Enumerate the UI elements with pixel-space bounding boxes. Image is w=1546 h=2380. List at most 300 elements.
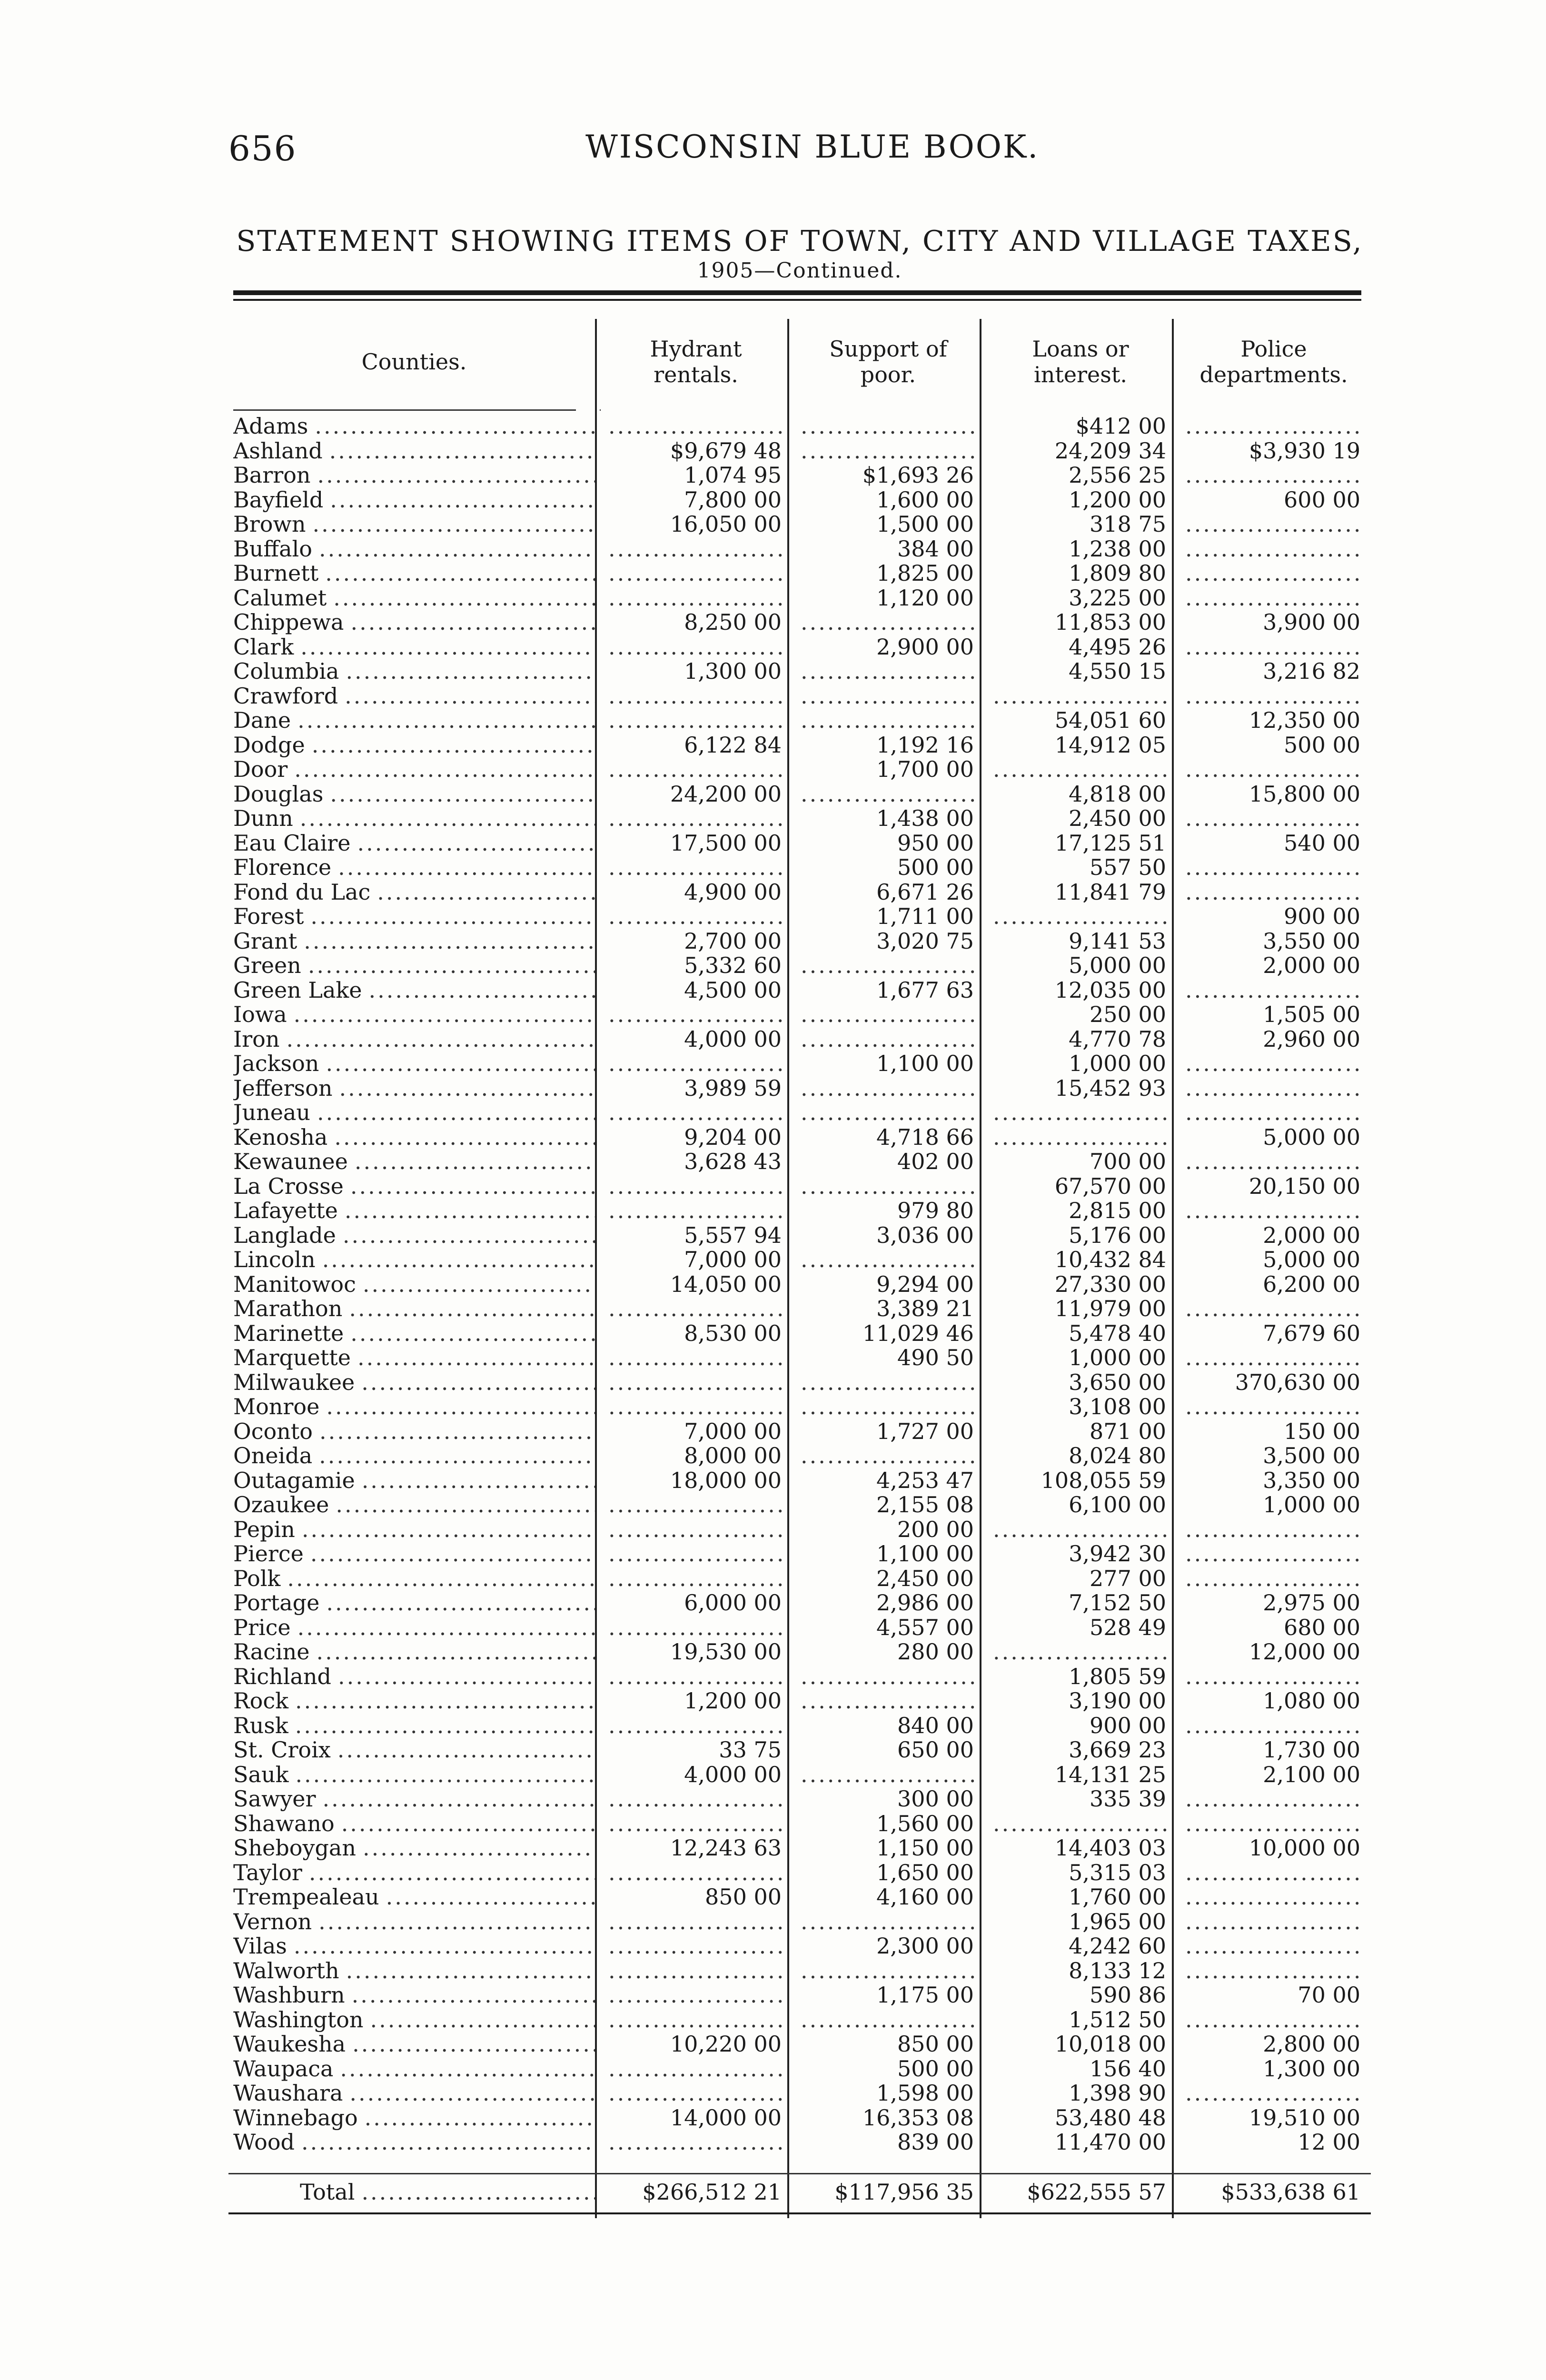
table-row xyxy=(228,1174,1371,1199)
total-label-cell xyxy=(233,2180,595,2205)
hydrant-value: 1,300 00 xyxy=(684,659,782,684)
county-name: Sheboygan xyxy=(233,1836,356,1861)
county-name: Barron xyxy=(233,463,311,488)
county-cell xyxy=(233,2106,595,2131)
county-name: Crawford xyxy=(233,684,338,708)
hydrant-value: 14,000 00 xyxy=(670,2105,782,2130)
county-cell xyxy=(233,1542,595,1567)
leader-dots xyxy=(341,1812,595,1836)
county-cell xyxy=(233,757,595,782)
empty-cell-dots xyxy=(1185,1346,1361,1370)
table-row xyxy=(228,439,1371,464)
county-name: Washburn xyxy=(233,1983,345,2008)
hydrant-empty xyxy=(600,1101,792,1125)
county-name: Bayfield xyxy=(233,487,324,512)
leader-dots xyxy=(355,1150,595,1174)
empty-cell-dots xyxy=(801,1248,975,1272)
hydrant-value: 19,530 00 xyxy=(670,1640,782,1665)
table-row xyxy=(228,978,1371,1003)
table-row xyxy=(228,488,1371,513)
police-empty xyxy=(1177,635,1371,660)
county-cell xyxy=(233,1493,595,1517)
county-name: Eau Claire xyxy=(233,831,351,855)
leader-dots xyxy=(300,635,595,660)
header-underline-counties xyxy=(233,409,576,411)
poor-value: $1,693 26 xyxy=(862,463,974,488)
leader-dots xyxy=(317,1101,595,1125)
loans-value: 10,432 84 xyxy=(1054,1248,1166,1272)
police-empty xyxy=(1177,1542,1371,1567)
poor-value: 2,450 00 xyxy=(876,1566,974,1591)
empty-cell-dots xyxy=(608,1199,783,1223)
poor-empty xyxy=(792,1910,984,1934)
empty-cell-dots xyxy=(608,904,783,929)
county-name: Florence xyxy=(233,855,332,880)
leader-dots xyxy=(357,1346,595,1370)
empty-cell-dots xyxy=(993,904,1167,929)
empty-cell-dots xyxy=(608,1395,783,1419)
loans-value: 277 00 xyxy=(1090,1566,1166,1591)
hydrant-value: $9,679 48 xyxy=(670,438,782,463)
hydrant-empty xyxy=(600,414,792,439)
police-value: 1,505 00 xyxy=(1263,1002,1360,1027)
police-empty xyxy=(1177,1861,1371,1885)
police-value: 12,350 00 xyxy=(1249,708,1360,733)
loans-value: 3,108 00 xyxy=(1069,1395,1166,1419)
table-row xyxy=(228,1616,1371,1640)
county-name: Milwaukee xyxy=(233,1370,355,1395)
county-cell xyxy=(233,708,595,733)
poor-value: 1,120 00 xyxy=(876,585,974,610)
leader-dots xyxy=(294,757,595,782)
loans-value: 4,242 60 xyxy=(1069,1934,1166,1959)
table-row xyxy=(228,610,1371,635)
empty-cell-dots xyxy=(1185,1076,1361,1101)
empty-cell-dots xyxy=(1185,1959,1361,1983)
table-row xyxy=(228,2032,1371,2057)
empty-cell-dots xyxy=(608,414,783,439)
leader-dots xyxy=(363,1272,595,1297)
empty-cell-dots xyxy=(608,1665,783,1689)
hydrant-empty xyxy=(600,1002,792,1027)
poor-value: 1,650 00 xyxy=(876,1860,974,1885)
table-row xyxy=(228,1665,1371,1689)
county-cell xyxy=(233,978,595,1003)
empty-cell-dots xyxy=(801,953,975,978)
police-empty xyxy=(1177,1714,1371,1738)
leader-dots xyxy=(350,610,595,635)
leader-dots xyxy=(295,1689,595,1714)
table-row xyxy=(228,1346,1371,1370)
police-value: 3,216 82 xyxy=(1263,659,1360,684)
loans-value: 11,853 00 xyxy=(1054,610,1166,635)
empty-cell-dots xyxy=(1185,2008,1361,2033)
police-empty xyxy=(1177,1150,1371,1174)
empty-cell-dots xyxy=(801,659,975,684)
police-value: 20,150 00 xyxy=(1249,1174,1360,1199)
empty-cell-dots xyxy=(608,1517,783,1542)
empty-cell-dots xyxy=(608,806,783,831)
table-row xyxy=(228,635,1371,660)
hydrant-value: 1,200 00 xyxy=(684,1689,782,1714)
hydrant-value: 9,204 00 xyxy=(684,1125,782,1150)
loans-value: 67,570 00 xyxy=(1054,1174,1166,1199)
leader-dots xyxy=(286,1027,595,1052)
caption-title: STATEMENT SHOWING ITEMS OF TOWN, CITY AND VILLAGE TAXES, xyxy=(236,225,1363,258)
empty-cell-dots xyxy=(801,414,975,439)
poor-value: 4,160 00 xyxy=(876,1885,974,1910)
empty-cell-dots xyxy=(1185,1714,1361,1738)
poor-value: 840 00 xyxy=(897,1713,974,1738)
county-cell xyxy=(233,953,595,978)
police-value: 19,510 00 xyxy=(1249,2105,1360,2130)
loans-value: 5,176 00 xyxy=(1069,1223,1166,1248)
county-cell xyxy=(233,2057,595,2082)
police-value: 540 00 xyxy=(1284,831,1360,855)
county-cell xyxy=(233,1983,595,2008)
empty-cell-dots xyxy=(608,2081,783,2106)
county-name: Fond du Lac xyxy=(233,880,371,904)
empty-cell-dots xyxy=(801,610,975,635)
county-cell xyxy=(233,1689,595,1714)
county-name: Oneida xyxy=(233,1444,313,1468)
county-name: Rusk xyxy=(233,1713,288,1738)
police-value: 3,550 00 xyxy=(1263,929,1360,953)
empty-cell-dots xyxy=(608,2130,783,2155)
hydrant-value: 850 00 xyxy=(705,1885,782,1910)
poor-value: 4,557 00 xyxy=(876,1615,974,1640)
hydrant-empty xyxy=(600,2130,792,2155)
hydrant-value: 16,050 00 xyxy=(670,512,782,537)
leader-dots xyxy=(386,1885,595,1910)
hydrant-empty xyxy=(600,855,792,880)
poor-value: 1,711 00 xyxy=(876,904,974,929)
hydrant-empty xyxy=(600,1665,792,1689)
hydrant-empty xyxy=(600,806,792,831)
header-police-line1: Police xyxy=(1240,336,1307,362)
leader-dots xyxy=(313,512,595,537)
county-cell xyxy=(233,1591,595,1616)
police-empty xyxy=(1177,855,1371,880)
table-row xyxy=(228,1125,1371,1150)
loans-value: 2,556 25 xyxy=(1069,463,1166,488)
empty-cell-dots xyxy=(608,1861,783,1885)
hydrant-value: 8,250 00 xyxy=(684,610,782,635)
leader-dots xyxy=(319,1419,595,1444)
loans-empty xyxy=(984,757,1177,782)
header-loans-line2: interest. xyxy=(1034,362,1127,387)
police-value: 12 00 xyxy=(1298,2130,1360,2155)
page-header xyxy=(228,129,1371,171)
leader-dots xyxy=(345,1199,595,1223)
county-name: Taylor xyxy=(233,1860,302,1885)
header-loans xyxy=(984,317,1177,407)
poor-value: 2,986 00 xyxy=(876,1591,974,1616)
police-empty xyxy=(1177,1959,1371,1983)
leader-dots xyxy=(361,2180,595,2205)
county-name: Grant xyxy=(233,929,297,953)
police-value: 370,630 00 xyxy=(1235,1370,1360,1395)
poor-empty xyxy=(792,1076,984,1101)
empty-cell-dots xyxy=(801,684,975,709)
county-cell xyxy=(233,1297,595,1321)
hydrant-empty xyxy=(600,904,792,929)
table-row xyxy=(228,1714,1371,1738)
county-name: Kewaunee xyxy=(233,1150,348,1174)
county-name: Manitowoc xyxy=(233,1272,356,1297)
empty-cell-dots xyxy=(1185,1934,1361,1959)
loans-value: 11,979 00 xyxy=(1054,1297,1166,1321)
county-cell xyxy=(233,1468,595,1493)
police-value: 2,975 00 xyxy=(1263,1591,1360,1616)
hydrant-empty xyxy=(600,1199,792,1223)
county-cell xyxy=(233,1763,595,1787)
header-police xyxy=(1177,317,1371,407)
loans-value: 27,330 00 xyxy=(1054,1272,1166,1297)
county-cell xyxy=(233,904,595,929)
police-empty xyxy=(1177,1101,1371,1125)
county-name: Buffalo xyxy=(233,536,312,561)
empty-cell-dots xyxy=(801,1174,975,1199)
empty-cell-dots xyxy=(1185,684,1361,709)
empty-cell-dots xyxy=(1185,880,1361,905)
empty-cell-dots xyxy=(801,1444,975,1468)
hydrant-value: 4,900 00 xyxy=(684,880,782,904)
bottom-rule xyxy=(228,2212,1371,2214)
poor-empty xyxy=(792,1665,984,1689)
police-value: 680 00 xyxy=(1284,1615,1360,1640)
empty-cell-dots xyxy=(1185,2081,1361,2106)
police-empty xyxy=(1177,463,1371,488)
table-header xyxy=(228,317,1371,412)
leader-dots xyxy=(294,1002,595,1027)
poor-value: 1,100 00 xyxy=(876,1542,974,1567)
loans-value: 1,000 00 xyxy=(1069,1051,1166,1076)
table-row xyxy=(228,1444,1371,1468)
hydrant-empty xyxy=(600,1910,792,1934)
hydrant-value: 2,700 00 xyxy=(684,929,782,953)
police-empty xyxy=(1177,1051,1371,1076)
leader-dots xyxy=(343,1223,595,1248)
header-underline-spacer xyxy=(600,409,601,411)
empty-cell-dots xyxy=(1185,1787,1361,1812)
leader-dots xyxy=(318,1910,595,1934)
empty-cell-dots xyxy=(801,1076,975,1101)
poor-value: 4,253 47 xyxy=(876,1468,974,1493)
county-name: Door xyxy=(233,757,288,782)
leader-dots xyxy=(352,2032,595,2057)
county-name: Ozaukee xyxy=(233,1493,329,1517)
empty-cell-dots xyxy=(801,708,975,733)
loans-empty xyxy=(984,1812,1177,1836)
poor-value: 3,020 75 xyxy=(876,929,974,953)
poor-value: 2,300 00 xyxy=(876,1934,974,1959)
hydrant-empty xyxy=(600,537,792,562)
hydrant-value: 4,000 00 xyxy=(684,1762,782,1787)
loans-value: 6,100 00 xyxy=(1069,1493,1166,1517)
table-row xyxy=(228,561,1371,586)
empty-cell-dots xyxy=(608,708,783,733)
county-cell xyxy=(233,1812,595,1836)
county-cell xyxy=(233,659,595,684)
empty-cell-dots xyxy=(801,1689,975,1714)
empty-cell-dots xyxy=(1185,1297,1361,1321)
empty-cell-dots xyxy=(993,757,1167,782)
poor-value: 500 00 xyxy=(897,855,974,880)
poor-value: 1,192 16 xyxy=(876,733,974,757)
police-value: 2,100 00 xyxy=(1263,1762,1360,1787)
table-row xyxy=(228,1959,1371,1983)
leader-dots xyxy=(330,782,595,807)
poor-empty xyxy=(792,2008,984,2033)
county-cell xyxy=(233,1419,595,1444)
hydrant-empty xyxy=(600,1934,792,1959)
leader-dots xyxy=(300,806,595,831)
empty-cell-dots xyxy=(608,561,783,586)
police-empty xyxy=(1177,537,1371,562)
hydrant-value: 3,989 59 xyxy=(684,1076,782,1101)
leader-dots xyxy=(326,1051,595,1076)
loans-value: 156 40 xyxy=(1090,2056,1166,2081)
county-cell xyxy=(233,1910,595,1934)
hydrant-value: 7,000 00 xyxy=(684,1419,782,1444)
county-cell xyxy=(233,488,595,513)
header-loans-line1: Loans or xyxy=(1032,336,1129,362)
poor-value: 300 00 xyxy=(897,1787,974,1812)
county-cell xyxy=(233,1125,595,1150)
empty-cell-dots xyxy=(801,782,975,807)
table-row xyxy=(228,1517,1371,1542)
county-name: Marathon xyxy=(233,1297,343,1321)
county-name: Iron xyxy=(233,1027,280,1051)
poor-empty xyxy=(792,953,984,978)
empty-cell-dots xyxy=(608,855,783,880)
total-row xyxy=(228,2180,1371,2205)
table-row xyxy=(228,855,1371,880)
police-value: 1,730 00 xyxy=(1263,1738,1360,1763)
poor-empty xyxy=(792,414,984,439)
empty-cell-dots xyxy=(1185,561,1361,586)
county-name: Washington xyxy=(233,2007,364,2032)
loans-value: 1,398 90 xyxy=(1069,2081,1166,2106)
police-empty xyxy=(1177,684,1371,709)
county-cell xyxy=(233,561,595,586)
poor-empty xyxy=(792,610,984,635)
hydrant-empty xyxy=(600,2008,792,2033)
table-row xyxy=(228,1738,1371,1763)
empty-cell-dots xyxy=(608,2057,783,2082)
table-row xyxy=(228,1861,1371,1885)
empty-cell-dots xyxy=(1185,855,1361,880)
county-cell xyxy=(233,1616,595,1640)
poor-value: 950 00 xyxy=(897,831,974,855)
loans-value: 3,190 00 xyxy=(1069,1689,1166,1714)
county-name: St. Croix xyxy=(233,1738,331,1763)
empty-cell-dots xyxy=(1185,1542,1361,1567)
county-cell xyxy=(233,414,595,439)
table-row xyxy=(228,1223,1371,1248)
empty-cell-dots xyxy=(1185,635,1361,660)
loans-value: 528 49 xyxy=(1090,1615,1166,1640)
hydrant-value: 4,500 00 xyxy=(684,978,782,1002)
header-poor xyxy=(792,317,984,407)
police-value: 7,679 60 xyxy=(1263,1321,1360,1346)
poor-value: 490 50 xyxy=(897,1346,974,1370)
empty-cell-dots xyxy=(608,1983,783,2008)
empty-cell-dots xyxy=(608,1910,783,1934)
table-row xyxy=(228,1272,1371,1297)
leader-dots xyxy=(295,1714,595,1738)
county-name: Chippewa xyxy=(233,610,344,635)
empty-cell-dots xyxy=(608,537,783,562)
poor-value: 1,100 00 xyxy=(876,1051,974,1076)
county-cell xyxy=(233,2130,595,2155)
police-value: 70 00 xyxy=(1298,1983,1360,2008)
county-name: Lincoln xyxy=(233,1248,316,1272)
poor-value: 3,389 21 xyxy=(876,1297,974,1321)
county-cell xyxy=(233,1150,595,1174)
loans-value: 871 00 xyxy=(1090,1419,1166,1444)
hydrant-empty xyxy=(600,1395,792,1419)
county-name: Calumet xyxy=(233,585,327,610)
leader-dots xyxy=(308,953,595,978)
poor-empty xyxy=(792,1689,984,1714)
loans-empty xyxy=(984,1101,1177,1125)
poor-empty xyxy=(792,659,984,684)
county-cell xyxy=(233,880,595,905)
empty-cell-dots xyxy=(608,1346,783,1370)
poor-value: 1,560 00 xyxy=(876,1811,974,1836)
poor-value: 16,353 08 xyxy=(862,2105,974,2130)
loans-value: 3,669 23 xyxy=(1069,1738,1166,1763)
poor-empty xyxy=(792,439,984,464)
leader-dots xyxy=(362,1468,595,1493)
county-name: Wood xyxy=(233,2130,295,2155)
hydrant-empty xyxy=(600,1297,792,1321)
police-empty xyxy=(1177,2008,1371,2033)
leader-dots xyxy=(312,733,595,758)
loans-value: 700 00 xyxy=(1090,1150,1166,1174)
leader-dots xyxy=(301,2130,595,2155)
empty-cell-dots xyxy=(801,439,975,464)
empty-cell-dots xyxy=(1185,512,1361,537)
police-value: 3,900 00 xyxy=(1263,610,1360,635)
empty-cell-dots xyxy=(608,1812,783,1836)
empty-cell-dots xyxy=(608,1714,783,1738)
loans-value: 108,055 59 xyxy=(1041,1468,1166,1493)
poor-value: 1,825 00 xyxy=(876,561,974,586)
empty-cell-dots xyxy=(1185,1885,1361,1910)
county-cell xyxy=(233,1885,595,1910)
poor-empty xyxy=(792,1248,984,1272)
loans-empty xyxy=(984,1640,1177,1665)
hydrant-empty xyxy=(600,635,792,660)
county-name: Iowa xyxy=(233,1002,287,1027)
county-cell xyxy=(233,2008,595,2033)
loans-value: 17,125 51 xyxy=(1054,831,1166,855)
loans-value: 54,051 60 xyxy=(1054,708,1166,733)
county-name: Racine xyxy=(233,1640,310,1665)
hydrant-empty xyxy=(600,1567,792,1591)
leader-dots xyxy=(325,561,595,586)
police-empty xyxy=(1177,586,1371,611)
total-loans: $622,555 57 xyxy=(1027,2180,1166,2205)
hydrant-value: 10,220 00 xyxy=(670,2032,782,2057)
leader-dots xyxy=(294,1934,595,1959)
hydrant-empty xyxy=(600,1983,792,2008)
loans-empty xyxy=(984,1125,1177,1150)
leader-dots xyxy=(346,659,595,684)
